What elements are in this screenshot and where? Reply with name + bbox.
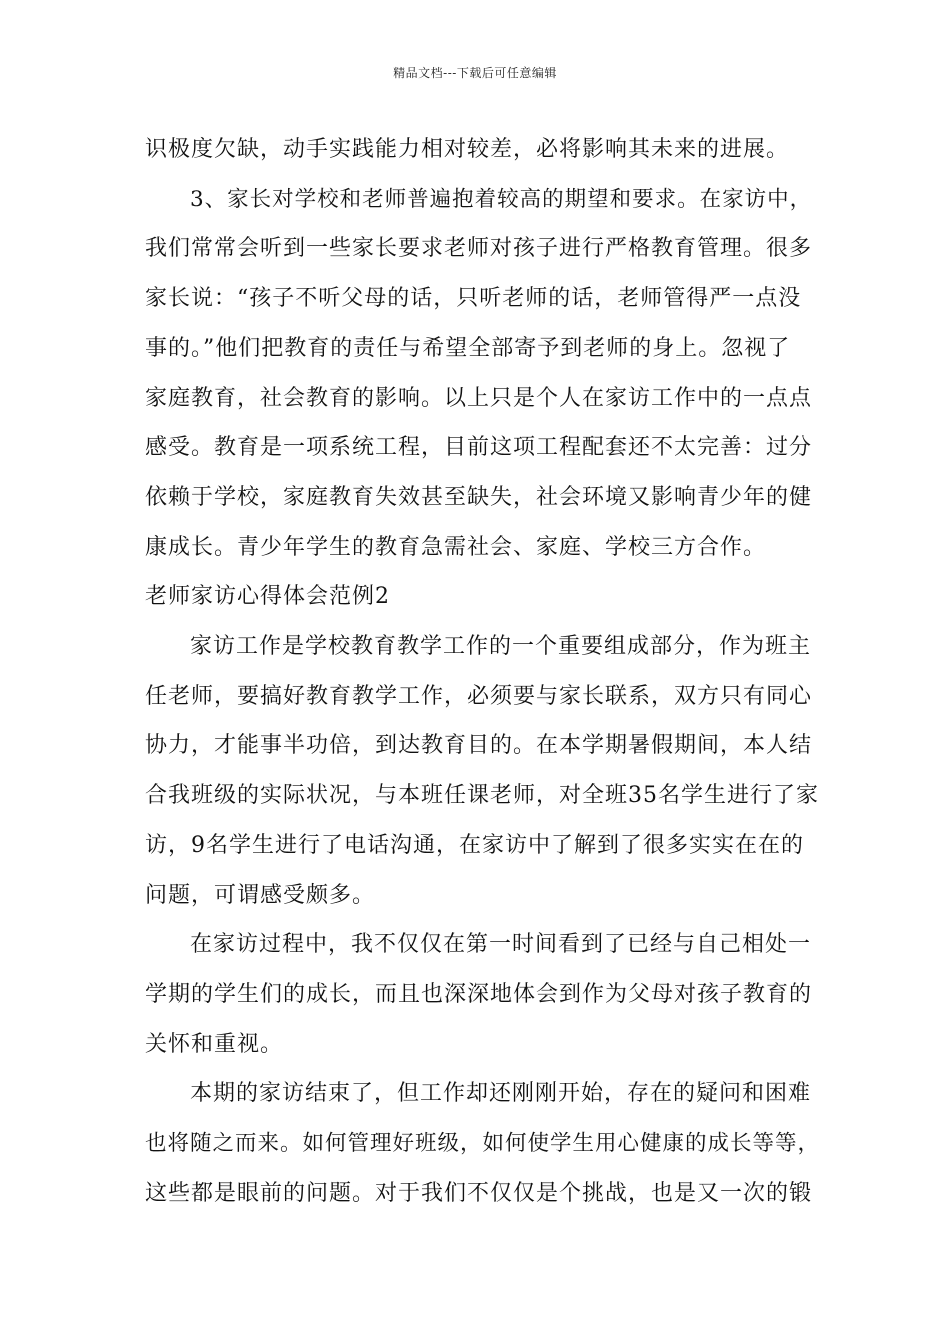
text-line: 任老师，要搞好教育教学工作，必须要与家长联系，双方只有同心 bbox=[145, 683, 813, 709]
text-line: 协力，才能事半功倍，到达教育目的。在本学期暑假期间，本人结 bbox=[145, 733, 813, 759]
text-line: 本期的家访结束了，但工作却还刚刚开始，存在的疑问和困难 bbox=[190, 1081, 812, 1107]
page-header: 精品文档---下载后可任意编辑 bbox=[393, 66, 557, 80]
text-line: 关怀和重视。 bbox=[145, 1031, 284, 1057]
text-line: 3、家长对学校和老师普遍抱着较高的期望和要求。在家访中， bbox=[190, 186, 813, 212]
text-line: 学期的学生们的成长，而且也深深地体会到作为父母对孩子教育的 bbox=[145, 981, 813, 1007]
text-line: 家庭教育，社会教育的影响。以上只是个人在家访工作中的一点点 bbox=[145, 385, 813, 411]
text-line: 家访工作是学校教育教学工作的一个重要组成部分，作为班主 bbox=[190, 634, 812, 659]
text-line: 识极度欠缺，动手实践能力相对较差，必将影响其未来的进展。 bbox=[145, 137, 790, 162]
text-line: 访，9名学生进行了电话沟通，在家访中了解到了很多实实在在的 bbox=[145, 832, 804, 858]
text-line: 我们常常会听到一些家长要求老师对孩子进行严格教育管理。很多 bbox=[145, 236, 813, 262]
text-line: 依赖于学校，家庭教育失效甚至缺失，社会环境又影响青少年的健 bbox=[145, 484, 813, 510]
text-line: 合我班级的实际状况，与本班任课老师，对全班35名学生进行了家 bbox=[145, 783, 819, 809]
text-line: 问题，可谓感受颇多。 bbox=[145, 882, 376, 908]
text-line: 康成长。青少年学生的教育急需社会、家庭、学校三方合作。 bbox=[145, 534, 767, 560]
text-line: 事的。”他们把教育的责任与希望全部寄予到老师的身上。忽视了 bbox=[145, 335, 791, 361]
section-heading: 老师家访心得体会范例2 bbox=[145, 584, 390, 610]
text-line: 在家访过程中，我不仅仅在第一时间看到了已经与自己相处一 bbox=[190, 932, 812, 958]
text-line: 感受。教育是一项系统工程，目前这项工程配套还不太完善：过分 bbox=[145, 435, 813, 461]
text-line: 家长说：“孩子不听父母的话，只听老师的话，老师管得严一点没 bbox=[145, 286, 802, 312]
text-line: 也将随之而来。如何管理好班级，如何使学生用心健康的成长等等， bbox=[145, 1131, 821, 1156]
text-line: 这些都是眼前的问题。对于我们不仅仅是个挑战，也是又一次的锻 bbox=[145, 1180, 813, 1206]
